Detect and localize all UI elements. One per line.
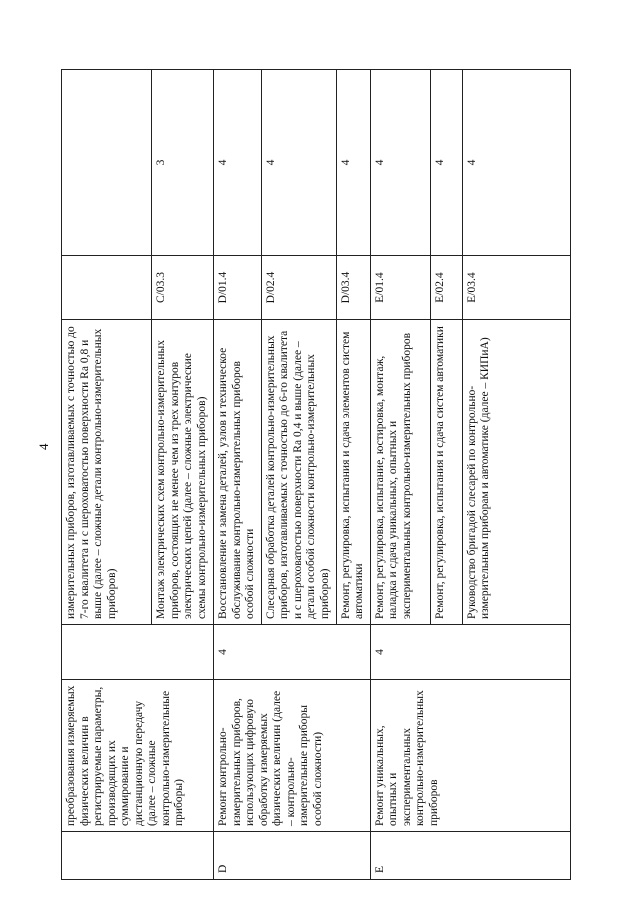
work-code-cell: C/03.3 — [152, 256, 214, 320]
work-level-cell: 4 — [214, 70, 262, 256]
function-name-cell: преобразования измеряемых физических величин в регистрируемые параметры, производящих их суммирование и дистанционную передачу (далее – сложные контрольно-измерительные приборы) — [62, 680, 214, 832]
work-code-cell: D/01.4 — [214, 256, 262, 320]
work-code-cell: E/02.4 — [430, 256, 462, 320]
table-row — [370, 70, 430, 880]
work-level-cell: 4 — [336, 70, 370, 256]
work-function-cell: Руководство бригадой слесарей по контрольно-измерительным приборам и автоматике (далее – КИПиА) — [462, 320, 571, 625]
work-function-cell: Ремонт, регулировка, испытания и сдача систем автоматики — [430, 320, 462, 625]
work-level-cell: 4 — [261, 70, 336, 256]
work-function-cell: Восстановление и замена деталей, узлов и техническое обслуживание контрольно-измерительных приборов особой сложности — [214, 320, 262, 625]
function-name-cell: Ремонт контрольно-измерительных приборов, использующих цифровую обработку измеряемых физических величин (далее – контрольно-измерительные приборы особой сложности) — [214, 680, 371, 832]
function-level-cell: 4 — [370, 625, 571, 680]
work-function-cell: Ремонт, регулировка, испытание, юстировка, монтаж, наладка и сдача уникальных, опытных и экспериментальных контрольно-измерительных приборов — [370, 320, 430, 625]
work-code-cell: E/01.4 — [370, 256, 430, 320]
function-level-cell — [62, 625, 214, 680]
table-row — [62, 70, 152, 880]
function-level-cell: 4 — [214, 625, 371, 680]
function-code-cell: D — [214, 832, 371, 880]
work-code-cell — [62, 256, 152, 320]
function-code-cell: E — [370, 832, 571, 880]
labor-functions-table — [61, 69, 571, 880]
work-function-cell: Слесарная обработка деталей контрольно-измерительных приборов, изготавливаемых с точностью до 6-го квалитета и с шероховатостью поверхности Ra 0,4 и выше (далее – детали особой сложности контрольно-измерительных приборов) — [261, 320, 336, 625]
work-function-cell: Ремонт, регулировка, испытания и сдача элементов систем автоматики — [336, 320, 370, 625]
work-function-cell: Монтаж электрических схем контрольно-измерительных приборов, состоящих не менее чем из трех контуров электрических цепей (далее – сложные электрические схемы контрольно-измерительных приборов) — [152, 320, 214, 625]
table-row — [214, 70, 262, 880]
work-level-cell: 4 — [370, 70, 430, 256]
rotated-table-container — [61, 70, 571, 880]
work-function-cell: измерительных приборов, изготавливаемых с точностью до 7-го квалитета и с шероховатостью поверхности Ra 0,8 и выше (далее – сложные детали контрольно-измерительных приборов) — [62, 320, 152, 625]
work-level-cell: 4 — [430, 70, 462, 256]
work-level-cell — [62, 70, 152, 256]
function-name-cell: Ремонт уникальных, опытных и экспериментальных контрольно-измерительных приборов — [370, 680, 571, 832]
work-code-cell: D/03.4 — [336, 256, 370, 320]
work-level-cell: 3 — [152, 70, 214, 256]
function-code-cell — [62, 832, 214, 880]
work-code-cell: E/03.4 — [462, 256, 571, 320]
work-code-cell: D/02.4 — [261, 256, 336, 320]
page-number: 4 — [36, 443, 51, 450]
work-level-cell: 4 — [462, 70, 571, 256]
